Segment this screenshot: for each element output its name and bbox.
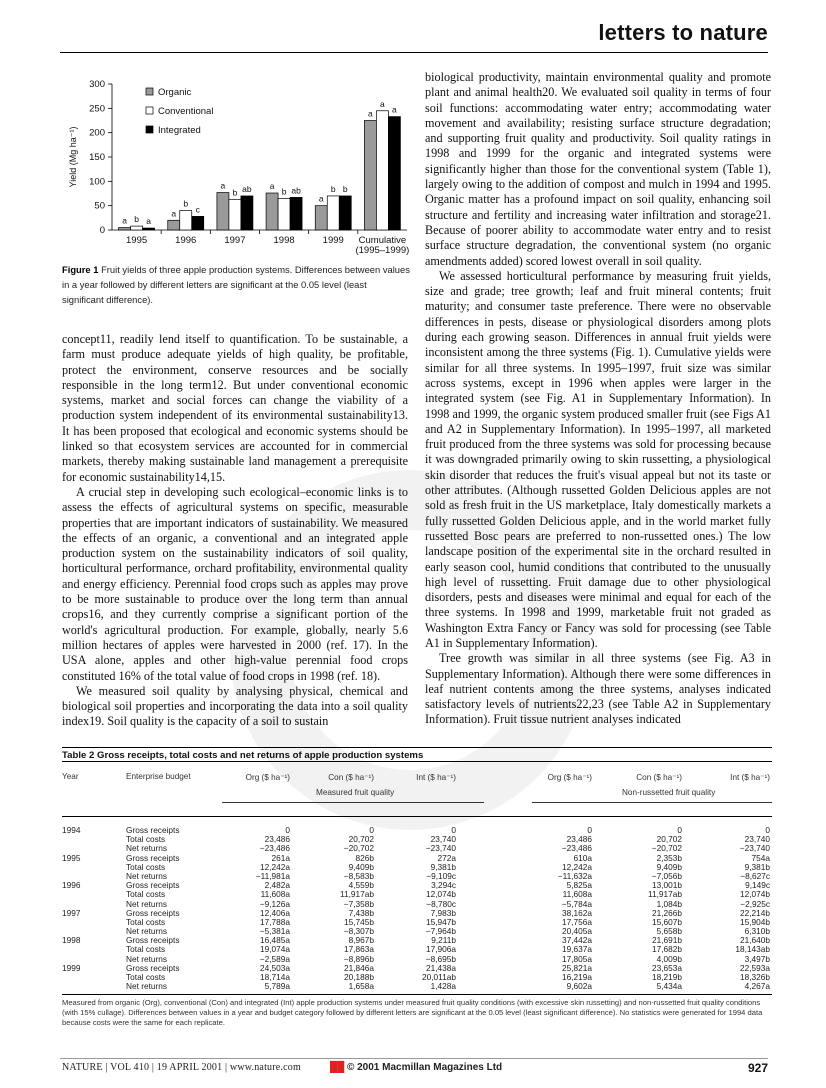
cell-con: 826b [355, 852, 374, 863]
significance-letter: ab [291, 185, 301, 196]
bar-conventional [376, 111, 388, 230]
cell-int: −23,740 [739, 843, 770, 854]
cell-int: −23,740 [425, 843, 456, 854]
cell-org: 38,162a [562, 907, 592, 918]
cell-int: 1,428a [430, 981, 456, 992]
cell-budget: Total costs [126, 861, 166, 872]
cell-con: 5,658b [656, 926, 682, 937]
cell-int: −8,627c [740, 870, 770, 881]
significance-letter: b [281, 186, 287, 197]
cell-budget: Total costs [126, 889, 166, 900]
cell-con: 8,967b [348, 935, 374, 946]
right-text-column [425, 70, 771, 728]
x-tick-label: Cumulative [358, 235, 407, 246]
cell-int: −8,695b [425, 953, 456, 964]
bar-organic [119, 228, 131, 230]
cell-budget: Gross receipts [126, 880, 180, 891]
journal-citation: NATURE | VOL 410 | 19 APRIL 2001 | www.nature.com [62, 1062, 301, 1073]
cell-con: 20,702 [348, 834, 374, 845]
cell-int: 9,381b [744, 861, 770, 872]
bar-conventional [180, 211, 192, 230]
cell-org: 12,242a [562, 861, 592, 872]
cell-int: 21,438a [426, 962, 456, 973]
cell-org: −9,126a [259, 898, 290, 909]
cell-org: 11,608a [562, 889, 592, 900]
cell-int: 18,326b [740, 972, 770, 982]
cell-int: 272a [437, 852, 456, 863]
body-paragraph: concept11, readily lend itself to quantification. To be sustainable, a farm must produce adequate yields of high quality, be profitable, protect the environment, conserve resources and be socially responsible in the long term12. But under conventional economic systems, market and social forces can change the viability of a production system independent of its environmental sustainability13. It has been proposed that ecological and economic systems should be linked so that ecosystem services are accounted for in commercial markets, thereby making sustainable land management a prerequisite for economic sustainability14,15. [62, 332, 408, 484]
significance-letter: ab [242, 183, 252, 194]
bar-organic [364, 121, 376, 231]
cell-org: 0 [587, 825, 592, 835]
cell-con: 0 [369, 825, 374, 835]
cell-budget: Total costs [126, 944, 166, 955]
significance-letter: a [318, 193, 324, 204]
cell-con: 20,702 [656, 834, 682, 845]
cell-con: 1,658a [348, 981, 374, 992]
group-header-measured: Measured fruit quality [316, 788, 395, 797]
legend-swatch [146, 107, 153, 114]
body-paragraph: Tree growth was similar in all three systems (see Fig. A3 in Supplementary Information). Although there were some differences in leaf nutrient contents among the three systems, analyses indicated satisfactory levels of nutrients22,23 (see Table A2 in Supplementary Information). Fruit tissue nutrient analyses indicated [425, 651, 771, 727]
cell-year: 1998 [62, 935, 81, 946]
cell-year: 1997 [62, 907, 81, 918]
cell-con: 1,084b [656, 898, 682, 909]
bar-integrated [388, 117, 400, 230]
legend-swatch [146, 88, 153, 95]
col-header-budget: Enterprise budget [126, 772, 191, 781]
cell-org: −11,981a [255, 870, 290, 881]
left-text-column [62, 332, 408, 730]
bar-integrated [339, 196, 351, 230]
cell-con: 4,559b [348, 880, 374, 891]
cell-int: 23,740 [744, 834, 770, 845]
journal-section-title: letters to nature [598, 20, 768, 45]
significance-letter: a [392, 104, 397, 115]
x-tick-label: 1998 [273, 235, 295, 246]
cell-int: 6,310b [744, 926, 770, 937]
cell-org: −11,632a [557, 870, 592, 881]
bar-chart-svg [62, 72, 410, 264]
cell-budget: Net returns [126, 981, 168, 992]
cell-int: −9,109c [426, 870, 456, 881]
cell-year: 1994 [62, 825, 81, 835]
col-header-con: Con ($ ha⁻¹) [328, 773, 374, 782]
cell-int: 20,011ab [422, 972, 456, 982]
cell-int: 0 [451, 825, 456, 835]
table-footnote: Measured from organic (Org), conventional (Con) and integrated (Int) apple production systems under measured fruit quality conditions (with excessive skin russetting) and non-russetted fruit quality conditions (with 15% cullage). Differences between values in a year and budget category followed by different letters are significant at the 0.05 level (least significant difference). No statistics were generated for 1994 data because costs were the same for each replicate. [62, 994, 772, 1027]
y-tick-label: 250 [89, 103, 105, 115]
cell-org: 25,821a [562, 962, 592, 973]
legend-swatch [146, 126, 153, 133]
significance-letter: c [195, 204, 200, 215]
cell-int: 12,074b [426, 889, 456, 900]
cell-int: 3,497b [744, 953, 770, 964]
cell-int: 7,983b [430, 907, 456, 918]
figure-caption-label: Figure 1 [62, 264, 99, 275]
bar-conventional [229, 199, 241, 230]
bar-organic [168, 220, 180, 230]
significance-letter: b [232, 187, 238, 198]
cell-budget: Net returns [126, 953, 168, 964]
col-header-con: Con ($ ha⁻¹) [636, 773, 682, 782]
y-tick-label: 200 [89, 127, 105, 139]
cell-int: −2,925c [740, 898, 770, 909]
cell-con: 7,438b [348, 907, 374, 918]
figure-caption [62, 262, 410, 307]
cell-int: 3,294c [431, 880, 456, 891]
figure-caption-text: Fruit yields of three apple production systems. Differences between values in a year followed by different letters are significant at the 0.05 level (least significant difference). [62, 264, 410, 305]
cell-budget: Gross receipts [126, 962, 180, 973]
table-2 [62, 747, 772, 1028]
significance-letter: a [220, 180, 226, 191]
legend-label: Conventional [158, 106, 214, 117]
page-number: 927 [747, 1061, 768, 1075]
cell-int: 22,593a [740, 962, 770, 973]
cell-int: 0 [765, 825, 770, 835]
cell-int: 15,947b [426, 916, 456, 927]
table-body [62, 817, 772, 991]
bar-integrated [290, 197, 302, 230]
cell-budget: Total costs [126, 834, 166, 845]
bar-organic [217, 193, 229, 230]
cell-org: 23,486 [566, 834, 592, 845]
group-rule [532, 802, 772, 803]
cell-int: 23,740 [430, 834, 456, 845]
cell-con: −8,896b [343, 953, 374, 964]
cell-con: 18,219b [652, 972, 682, 982]
cell-org: 20,405a [562, 926, 592, 937]
group-rule [222, 802, 484, 803]
cell-con: 15,745b [344, 916, 374, 927]
cell-org: 11,608a [260, 889, 290, 900]
significance-letter: a [380, 98, 385, 109]
cell-budget: Gross receipts [126, 907, 180, 918]
cell-int: 9,211b [431, 935, 456, 946]
cell-org: 610a [573, 852, 592, 863]
cell-org: 37,442a [562, 935, 592, 946]
cell-con: −7,358b [343, 898, 374, 909]
cell-con: −8,583b [343, 870, 374, 881]
significance-letter: a [269, 181, 275, 192]
y-tick-label: 0 [99, 225, 105, 236]
cell-budget: Net returns [126, 898, 168, 909]
cell-con: −20,702 [343, 843, 374, 854]
cell-con: 15,607b [652, 916, 682, 927]
cell-con: 5,434a [656, 981, 682, 992]
cell-con: 21,691b [652, 935, 682, 946]
y-tick-label: 300 [89, 79, 105, 90]
cell-org: 18,714a [260, 972, 290, 982]
col-header-int: Int ($ ha⁻¹) [416, 773, 456, 782]
cell-org: 17,805a [562, 953, 592, 964]
cell-con: 17,863a [344, 944, 374, 955]
cell-int: −8,780c [426, 898, 456, 909]
bar-organic [266, 193, 278, 230]
cell-con: 4,009b [656, 953, 682, 964]
cell-org: −5,784a [561, 898, 592, 909]
cell-con: −7,056b [651, 870, 682, 881]
cell-int: 17,906a [426, 944, 456, 955]
cell-con: 23,653a [652, 962, 682, 973]
cell-org: 261a [271, 852, 290, 863]
cell-con: −20,702 [651, 843, 682, 854]
bar-conventional [278, 198, 290, 230]
significance-letter: b [342, 183, 348, 194]
cell-budget: Net returns [126, 926, 168, 937]
x-tick-label: 1997 [224, 235, 246, 246]
x-tick-label: 1999 [322, 235, 344, 246]
body-paragraph: We assessed horticultural performance by measuring fruit yields, size and grade; tree growth; leaf and fruit mineral contents; fruit maturity; and consumer taste preference. There were no observable differences in pests, disease or physiological disorders among plots during each growing season. Differences in annual fruit yields were inconsistent among the three systems (Fig. 1). Cumulative yields were similar for all three systems. In 1995–1997, fruit size was similar across systems, except in 1996 when apples were larger in the integrated system (see Fig. A1 in Supplementary Information). In 1998 and 1999, the organic system produced smaller fruit (see Figs A1 and A2 in Supplementary Information). In 1995–1997, all marketed fruit produced from the three systems was sold for processing because it was downgraded primarily owing to skin russetting, a physiological skin disorder that reduces the fruit's visual appeal but not its taste or other attributes. (Although russetted Golden Delicious apples are not sold as fresh fruit in the US marketplace, Italy domestically markets a fully russetted Golden Delicious apple, and in the world market fully russetted Bosc pears are preferred to non-russetted ones.) The low landscape position of the experimental site in the orchard resulted in early season cool, humid conditions that contributed to the unusually high level of russetting. Fruit damage due to other physiological disorders, pests and diseases were minimal and equal for each of the three systems. In 1998 and 1999, marketable fruit not graded as Washington Extra Fancy or Fancy was sold for processing (see Table A1 in Supplementary Information). [425, 268, 771, 650]
legend-label: Organic [158, 87, 192, 98]
cell-org: 12,242a [260, 861, 290, 872]
cell-org: 5,789a [264, 981, 290, 992]
col-header-org: Org ($ ha⁻¹) [547, 773, 592, 782]
cell-budget: Gross receipts [126, 935, 180, 946]
cell-con: 21,846a [344, 962, 374, 973]
cell-org: −23,486 [259, 843, 290, 854]
cell-org: 12,406a [260, 907, 290, 918]
legend-label: Integrated [158, 125, 201, 136]
body-paragraph: A crucial step in developing such ecological–economic links is to assess the effects of agricultural systems on specific, measurable properties that are important indicators of sustainability. We measured the effects of an organic, a conventional and an integrated apple production system on the sustainability indicators of soil quality, horticultural performance, orchard profitability, environmental quality and energy efficiency. Perennial food crops such as apples may prove to be more sustainable to produce over the long term than annual crops16, and they currently comprise a significant portion of the world's agricultural production. For example, globally, nearly 5.6 million hectares of apples were harvested in 2000 (ref. 17). In the USA alone, apples and other high-value perennial food crops constituted 16% of the total value of food crops in 1998 (ref. 18). [62, 484, 408, 683]
table-row [62, 982, 772, 991]
significance-letter: b [134, 214, 139, 225]
cell-int: 15,904b [740, 916, 770, 927]
cell-con: 21,266b [652, 907, 682, 918]
cell-int: 4,267a [744, 981, 770, 992]
cell-budget: Total costs [126, 972, 166, 982]
cell-con: 0 [677, 825, 682, 835]
bar-integrated [192, 216, 204, 230]
body-paragraph: biological productivity, maintain environmental quality and promote plant and animal health20. We evaluated soil quality in terms of four soil functions: accommodating water entry; accommodating water movement and availability; resisting surface structure degradation; and supporting fruit quality and productivity. Soil quality ratings in 1998 and 1999 for the organic and integrated systems were significantly higher than those for the conventional system (Table 1), largely owing to the addition of compost and mulch in 1994 and 1995. Organic matter has a profound impact on soil quality, enhancing soil structure and fertility and increasing water infiltration and storage21. Because of poorer ability to accommodate water entry and to resist surface structure degradation, the conventional system (no organic amendments added) scored lowest overall in soil quality. [425, 70, 771, 268]
y-tick-label: 50 [94, 200, 105, 212]
cell-int: 9,381b [430, 861, 456, 872]
cell-org: 16,485a [260, 935, 290, 946]
bar-integrated [143, 228, 155, 230]
cell-year: 1999 [62, 962, 81, 973]
group-header-nonrussetted: Non-russetted fruit quality [622, 788, 716, 797]
cell-org: 16,219a [562, 972, 592, 982]
y-axis-label: Yield (Mg ha⁻¹) [68, 126, 78, 188]
cell-org: 0 [285, 825, 290, 835]
cell-org: 9,602a [566, 981, 592, 992]
significance-letter: b [330, 183, 336, 194]
cell-year: 1995 [62, 852, 81, 863]
cell-org: 17,788a [260, 916, 290, 927]
bar-conventional [327, 196, 339, 230]
figure-1-chart [62, 72, 410, 264]
cell-org: 19,637a [562, 944, 592, 955]
cell-org: −23,486 [561, 843, 592, 854]
cell-org: 17,756a [562, 916, 592, 927]
y-tick-label: 100 [89, 176, 105, 188]
cell-year: 1996 [62, 880, 81, 891]
cell-con: 13,001b [652, 880, 682, 891]
cell-con: 11,917ab [648, 889, 682, 900]
cell-int: 754a [751, 852, 770, 863]
col-header-int: Int ($ ha⁻¹) [730, 773, 770, 782]
bar-organic [315, 206, 327, 230]
cell-org: 24,503a [260, 962, 290, 973]
x-tick-label: 1996 [175, 235, 197, 246]
cell-int: −7,964b [425, 926, 456, 937]
significance-letter: a [146, 216, 151, 227]
cell-con: 11,917ab [340, 889, 374, 900]
bar-integrated [241, 196, 253, 230]
cell-con: 17,682b [652, 944, 682, 955]
copyright-line [330, 1062, 502, 1073]
cell-int: 22,214b [740, 907, 770, 918]
cell-int: 12,074b [740, 889, 770, 900]
cell-budget: Net returns [126, 870, 168, 881]
col-header-org: Org ($ ha⁻¹) [245, 773, 290, 782]
cell-int: 9,149c [745, 880, 770, 891]
cell-org: 19,074a [260, 944, 290, 955]
x-tick-label: 1995 [126, 235, 148, 246]
cell-budget: Total costs [126, 916, 166, 927]
cell-budget: Gross receipts [126, 852, 180, 863]
cell-org: −5,381a [259, 926, 290, 937]
cell-budget: Gross receipts [126, 825, 180, 835]
bar-conventional [131, 226, 143, 230]
table-header [62, 761, 772, 817]
cell-org: −2,589a [259, 953, 290, 964]
col-header-year: Year [62, 772, 79, 781]
body-paragraph: We measured soil quality by analysing physical, chemical and biological soil properties and incorporating the data into a soil quality index19. Soil quality is the capacity of a soil to sustain [62, 683, 408, 729]
y-tick-label: 150 [89, 152, 105, 163]
header-rule [60, 52, 768, 53]
significance-letter: a [171, 208, 177, 219]
significance-letter: a [122, 215, 127, 226]
cell-con: 20,188b [344, 972, 374, 982]
table-title: Table 2 Gross receipts, total costs and net returns of apple production systems [62, 747, 772, 761]
cell-int: 21,640b [740, 935, 770, 946]
copyright-text: © 2001 Macmillan Magazines Ltd [344, 1062, 503, 1073]
footer-rule [60, 1058, 768, 1059]
cell-con: 9,409b [348, 861, 374, 872]
cell-int: 18,143ab [735, 944, 770, 955]
cell-con: 2,353b [656, 852, 682, 863]
x-tick-sublabel: (1995–1999) [355, 245, 410, 256]
cell-org: 2,482a [264, 880, 290, 891]
cell-org: 5,825a [566, 880, 592, 891]
significance-letter: a [368, 108, 373, 119]
cell-budget: Net returns [126, 843, 168, 854]
significance-letter: b [183, 198, 189, 209]
cell-con: −8,307b [343, 926, 374, 937]
cell-con: 9,409b [656, 861, 682, 872]
publisher-logo: ██ [330, 1062, 345, 1073]
cell-org: 23,486 [264, 834, 290, 845]
